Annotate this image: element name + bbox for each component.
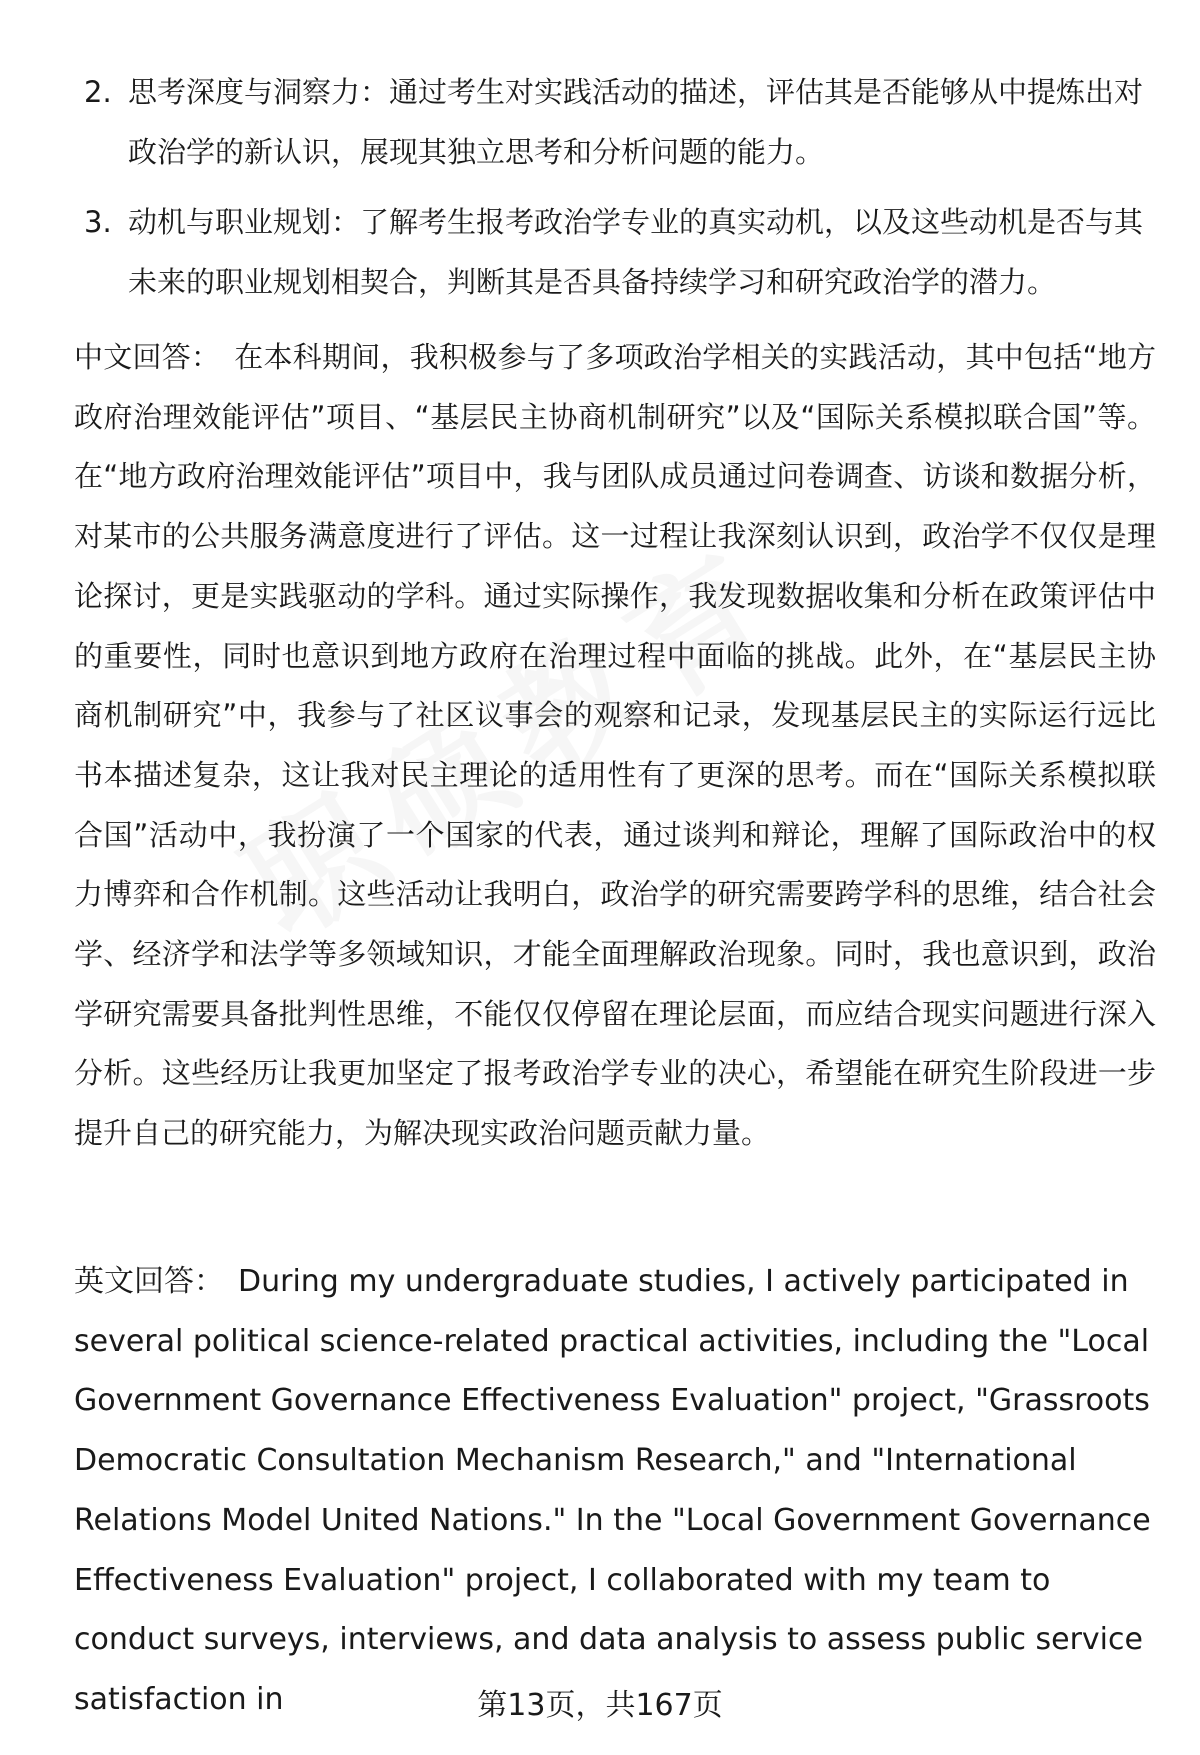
- list-item-text: 思考深度与洞察力：通过考生对实践活动的描述，评估其是否能够从中提炼出对政治学的新认识，展现其独立思考和分析问题的能力。: [128, 75, 1144, 169]
- list-item-text: 动机与职业规划：了解考生报考政治学专业的真实动机，以及这些动机是否与其未来的职业规划相契合，判断其是否具备持续学习和研究政治学的潜力。: [128, 205, 1144, 299]
- list-item-number: 3.: [84, 205, 112, 239]
- list-item: [74, 192, 1154, 312]
- english-answer-paragraph: [74, 1252, 1156, 1730]
- list-item-number: 2.: [84, 75, 112, 109]
- criteria-list: [74, 62, 1154, 322]
- english-answer-text: During my undergraduate studies, I actively participated in several political science-related practical activities, including the "Local Government Governance Effectiveness Evaluation" project, "Grassroots Democratic Consultation Mechanism Research," and "International Relations Model United Nations." In the "Local Government Governance Effectiveness Evaluation" project, I collaborated with my team to conduct surveys, interviews, and data analysis to assess public service satisfaction in: [74, 1264, 1151, 1717]
- english-answer-label: 英文回答：: [74, 1264, 224, 1299]
- page-number-footer: 第13页，共167页: [477, 1688, 723, 1723]
- chinese-answer-paragraph: [74, 328, 1156, 1164]
- chinese-answer-label: 中文回答：: [74, 340, 221, 374]
- list-item: [74, 62, 1154, 182]
- chinese-answer-text: 在本科期间，我积极参与了多项政治学相关的实践活动，其中包括“地方政府治理效能评估”项目、“基层民主协商机制研究”以及“国际关系模拟联合国”等。在“地方政府治理效能评估”项目中，我与团队成员通过问卷调查、访谈和数据分析，对某市的公共服务满意度进行了评估。这一过程让我深刻认识到，政治学不仅仅是理论探讨，更是实践驱动的学科。通过实际操作，我发现数据收集和分析在政策评估中的重要性，同时也意识到地方政府在治理过程中面临的挑战。此外，在“基层民主协商机制研究”中，我参与了社区议事会的观察和记录，发现基层民主的实际运行远比书本描述复杂，这让我对民主理论的适用性有了更深的思考。而在“国际关系模拟联合国”活动中，我扮演了一个国家的代表，通过谈判和辩论，理解了国际政治中的权力博弈和合作机制。这些活动让我明白，政治学的研究需要跨学科的思维，结合社会学、经济学和法学等多领域知识，才能全面理解政治现象。同时，我也意识到，政治学研究需要具备批判性思维，不能仅仅停留在理论层面，而应结合现实问题进行深入分析。这些经历让我更加坚定了报考政治学专业的决心，希望能在研究生阶段进一步提升自己的研究能力，为解决现实政治问题贡献力量。: [74, 340, 1156, 1151]
